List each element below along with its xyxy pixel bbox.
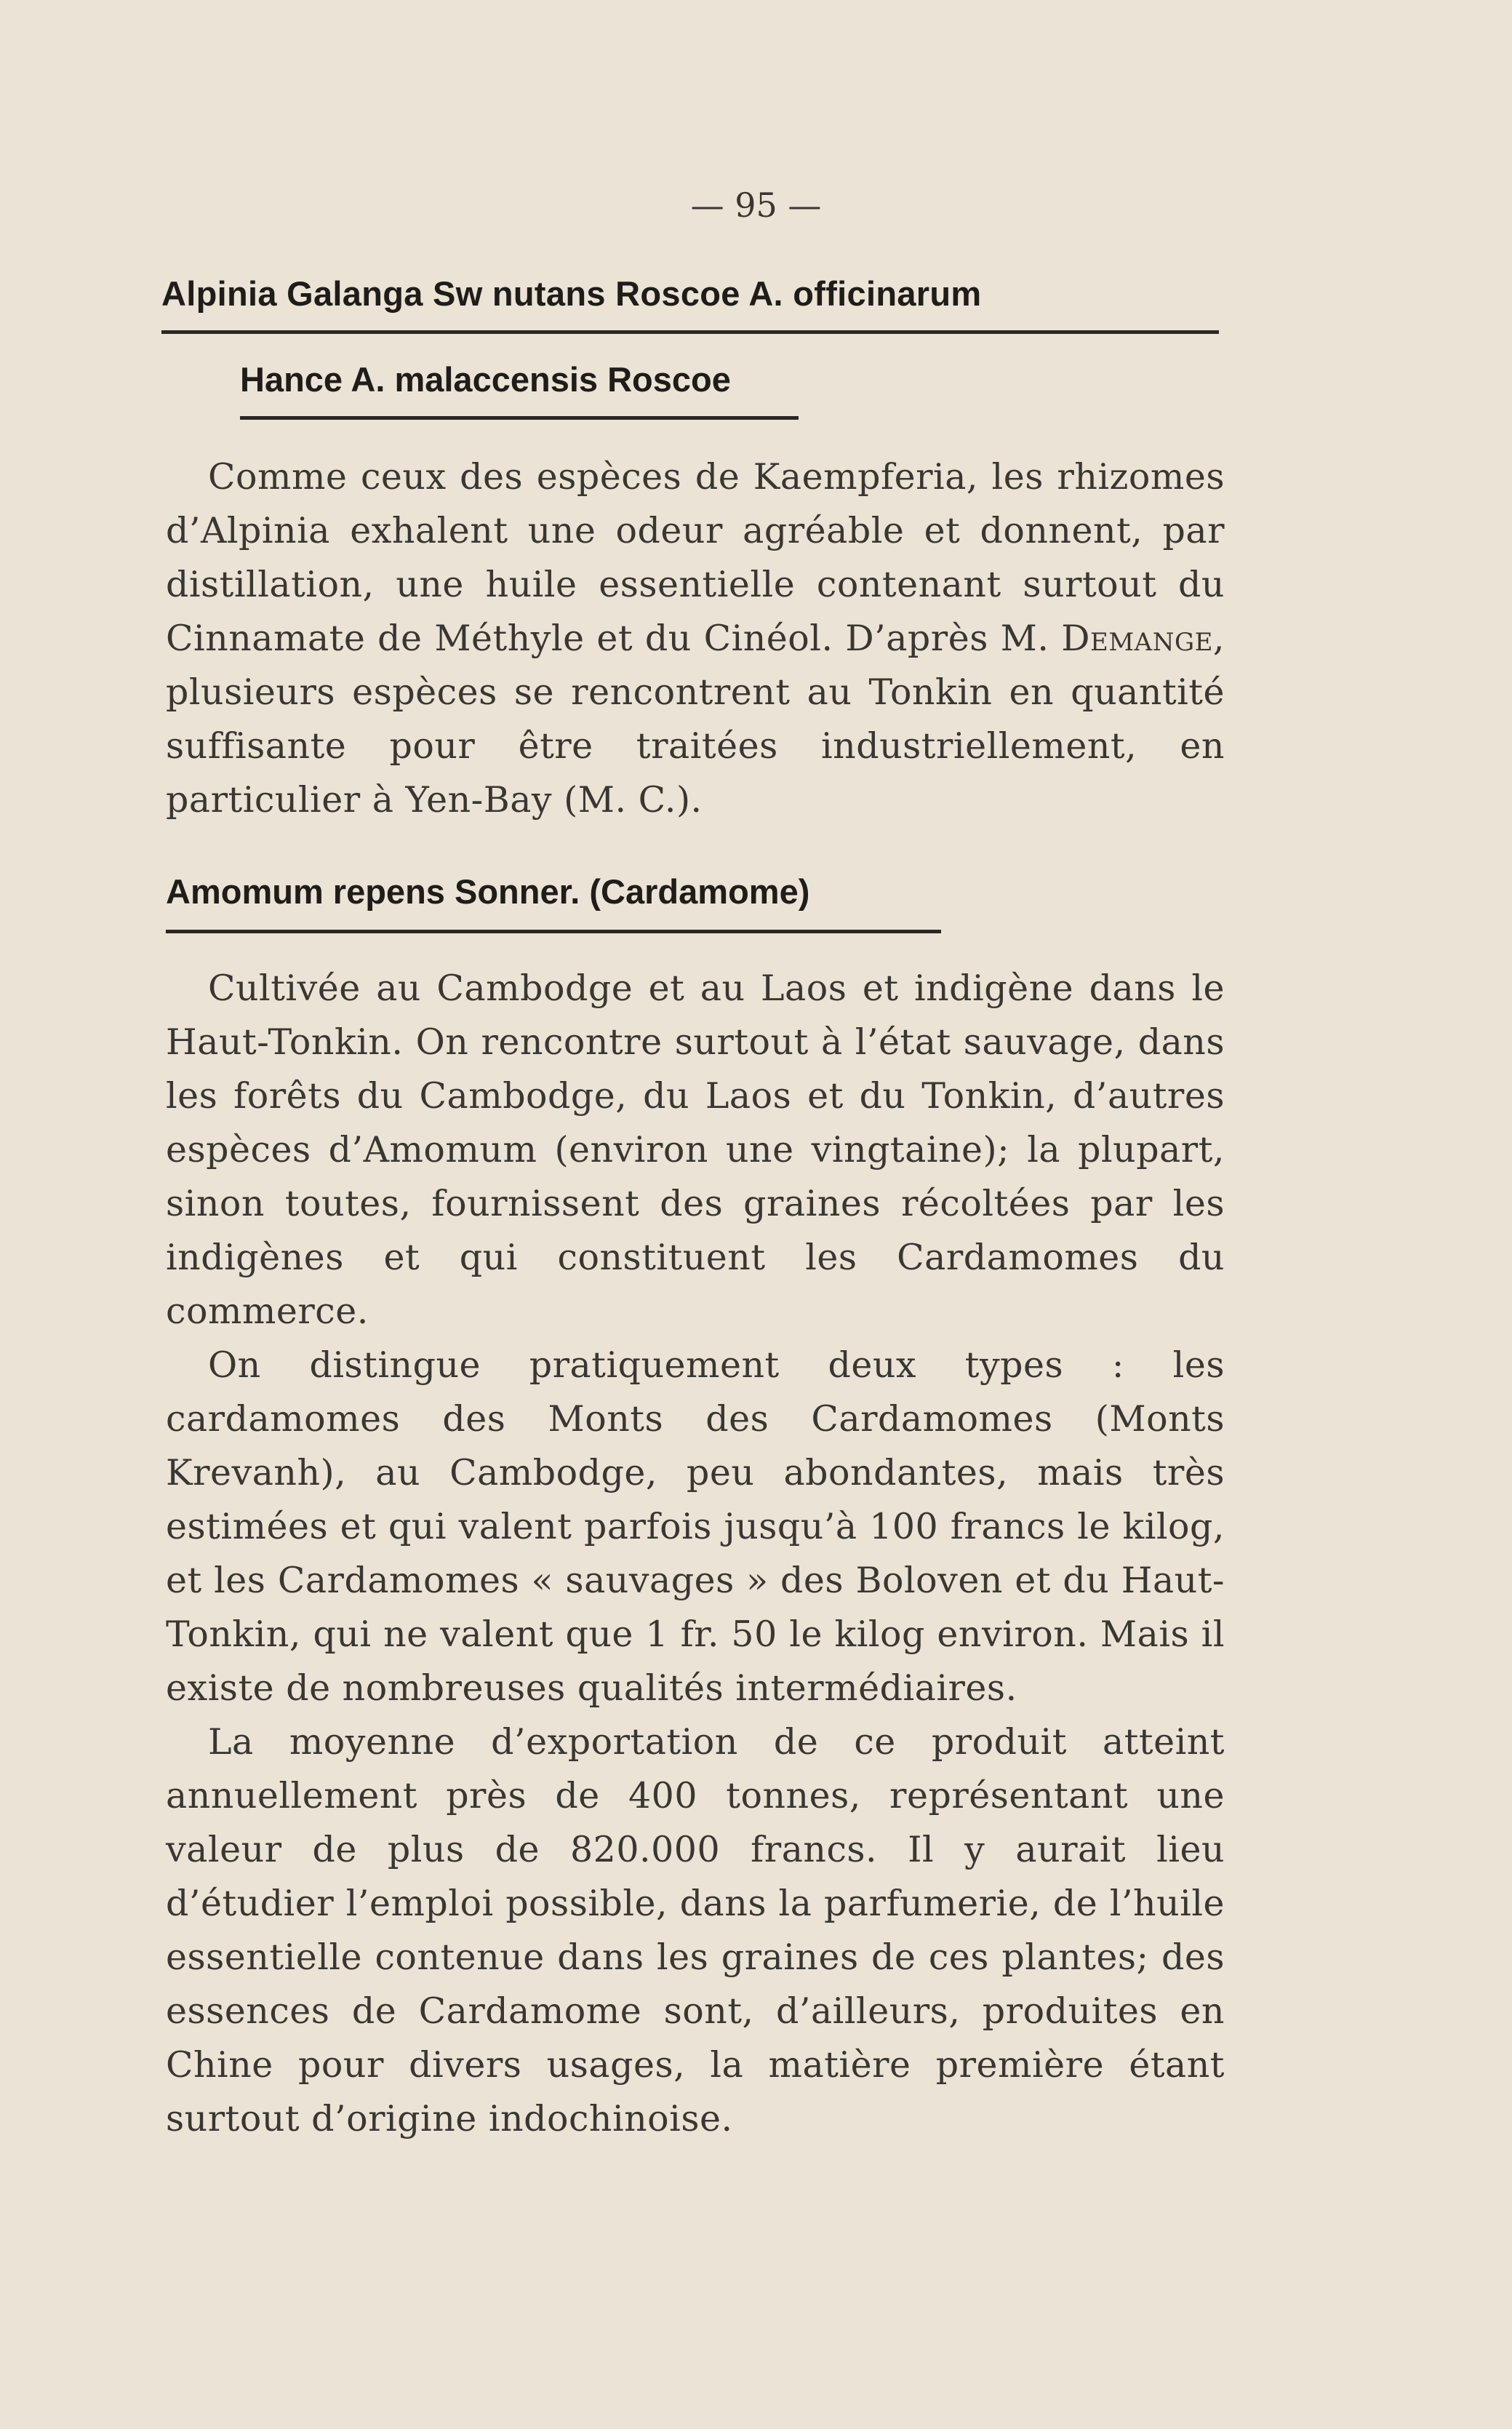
- paragraph: La moyenne d’exportation de ce produit atteint annuellement près de 400 tonnes, représentant une valeur de plus de 820.000 francs. Il y aurait lieu d’étudier l’emploi possible, dans la parfumerie, de l’huile essentielle contenue dans les graines de ces plantes; des essences de Cardamome sont, d’ailleurs, produites en Chine pour divers usages, la matière première étant surtout d’origine indochinoise.: [166, 1721, 1225, 2139]
- heading-underline: [161, 330, 1219, 334]
- heading-underline: [166, 930, 941, 933]
- heading-underline: [240, 416, 799, 420]
- section-heading-alpinia-line2: Hance A. malaccensis Roscoe: [240, 360, 731, 399]
- author-name: Demange: [1061, 618, 1213, 659]
- paragraph: [166, 450, 1225, 827]
- page-number: — 95 —: [690, 186, 822, 225]
- section-amomum-text: [166, 962, 1225, 2146]
- section-alpinia-text: [166, 450, 1225, 827]
- paragraph-text: , plusieurs espèces se rencontrent au Tonkin en quantité suffisante pour être traitées industriellement, en particulier à Yen-Bay (M. C.).: [166, 618, 1225, 821]
- paragraph-text: Comme ceux des espèces de Kaempferia, les rhizomes d’Alpinia exhalent une odeur agréable et donnent, par distillation, une huile essentielle contenant surtout du Cinnamate de Méthyle et du Cinéol. D’après M.: [166, 456, 1225, 659]
- paragraph: Cultivée au Cambodge et au Laos et indigène dans le Haut-Tonkin. On rencontre surtout à l’état sauvage, dans les forêts du Cambodge, du Laos et du Tonkin, d’autres espèces d’Amomum (environ une vingtaine); la plupart, sinon toutes, fournissent des graines récoltées par les indigènes et qui constituent les Cardamomes du commerce.: [166, 968, 1225, 1332]
- section-heading-alpinia-line1: Alpinia Galanga Sw nutans Roscoe A. officinarum: [161, 274, 982, 313]
- paragraph: On distingue pratiquement deux types : les cardamomes des Monts des Cardamomes (Monts Krevanh), au Cambodge, peu abondantes, mais très estimées et qui valent parfois jusqu’à 100 francs le kilog, et les Cardamomes « sauvages » des Boloven et du Haut-Tonkin, qui ne valent que 1 fr. 50 le kilog environ. Mais il existe de nombreuses qualités intermédiaires.: [166, 1344, 1225, 1709]
- section-heading-amomum: Amomum repens Sonner. (Cardamome): [166, 872, 810, 911]
